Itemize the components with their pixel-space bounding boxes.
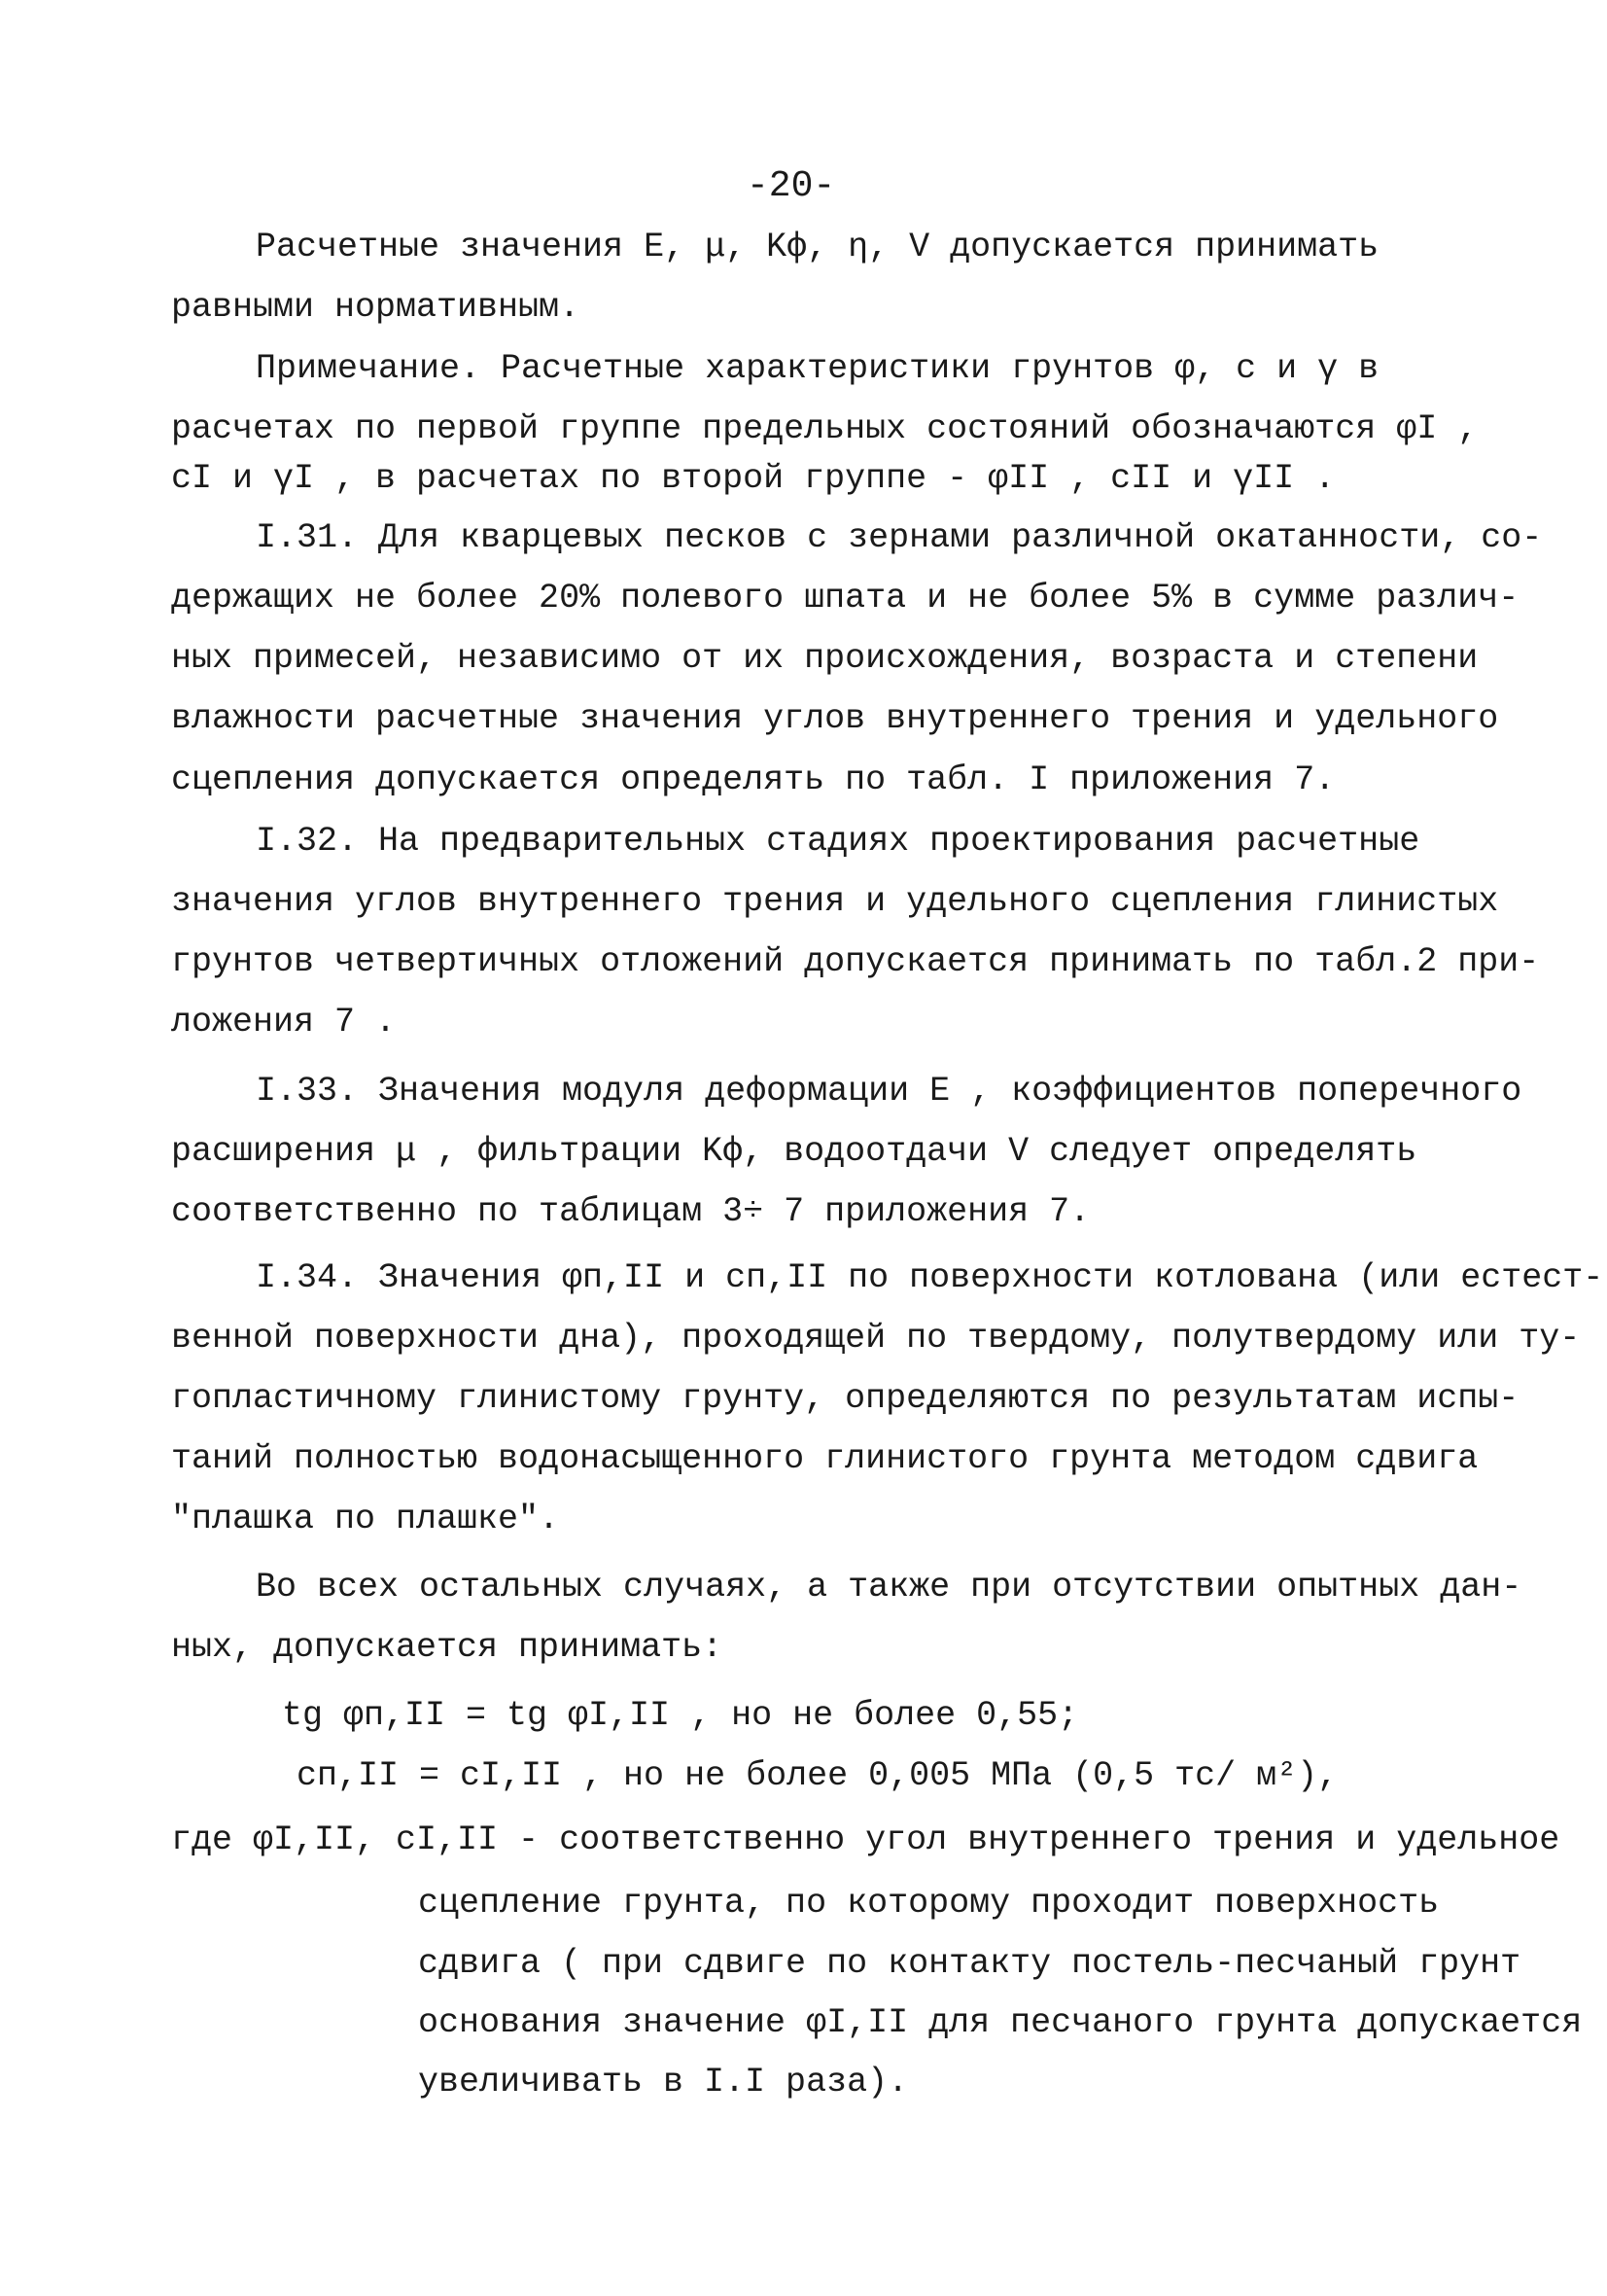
text-line: ложения 7 .	[171, 1003, 397, 1042]
text-line: ных, допускается принимать:	[171, 1628, 723, 1667]
formula-tg: tg φп,II = tg φI,II , но не более 0,55;	[282, 1696, 1079, 1735]
text-line: ных примесей, независимо от их происхождения, возраста и степени	[171, 639, 1479, 678]
text-line: увеличивать в I.I раза).	[418, 2063, 909, 2102]
text-line: сцепление грунта, по которому проходит поверхность	[418, 1884, 1440, 1923]
text-line: сцепления допускается определять по табл. I приложения 7.	[171, 760, 1336, 799]
text-line: таний полностью водонасыщенного глинистого грунта методом сдвига	[171, 1439, 1479, 1478]
text-line: венной поверхности дна), проходящей по твердому, полутвердому или ту-	[171, 1319, 1581, 1358]
text-line: сдвига ( при сдвиге по контакту постель-песчаный грунт	[418, 1944, 1521, 1983]
text-line: равными нормативным.	[171, 288, 580, 327]
text-line: соответственно по таблицам 3÷ 7 приложения 7.	[171, 1192, 1091, 1231]
note-line: расчетах по первой группе предельных состояний обозначаются φI ,	[171, 409, 1479, 448]
note-line: cI и γI , в расчетах по второй группе - φII , cII и γII .	[171, 459, 1336, 498]
text-line: расширения μ , фильтрации Kф, водоотдачи V следует определять	[171, 1132, 1417, 1171]
page-number: -20-	[747, 165, 836, 207]
formula-c: cп,II = cI,II , но не более 0,005 МПа (0,5 тс/ м²),	[297, 1756, 1339, 1795]
text-line: грунтов четвертичных отложений допускается принимать по табл.2 при-	[171, 942, 1540, 981]
text-line: держащих не более 20% полевого шпата и не более 5% в сумме различ-	[171, 579, 1520, 618]
paragraph-1-34: I.34. Значения φп,II и cп,II по поверхности котлована (или естест-	[256, 1258, 1604, 1297]
paragraph-1-33: I.33. Значения модуля деформации E , коэффициентов поперечного	[256, 1072, 1522, 1111]
paragraph-1-31: I.31. Для кварцевых песков с зернами различной окатанности, со-	[256, 518, 1543, 557]
text-line: гопластичному глинистому грунту, определяются по результатам испы-	[171, 1379, 1520, 1418]
text-line: основания значение φI,II для песчаного грунта допускается	[418, 2003, 1583, 2042]
note-line: Примечание. Расчетные характеристики грунтов φ, c и γ в	[256, 349, 1380, 388]
text-line: Во всех остальных случаях, а также при отсутствии опытных дан-	[256, 1568, 1522, 1607]
paragraph-1-32: I.32. На предварительных стадиях проектирования расчетные	[256, 822, 1420, 861]
where-clause: где φI,II, cI,II - соответственно угол внутреннего трения и удельное	[171, 1820, 1560, 1859]
text-line: Расчетные значения E, μ, Kф, η, V допускается принимать	[256, 228, 1380, 266]
text-line: значения углов внутреннего трения и удельного сцепления глинистых	[171, 882, 1499, 921]
text-line: "плашка по плашке".	[171, 1500, 560, 1538]
text-line: влажности расчетные значения углов внутреннего трения и удельного	[171, 699, 1499, 738]
